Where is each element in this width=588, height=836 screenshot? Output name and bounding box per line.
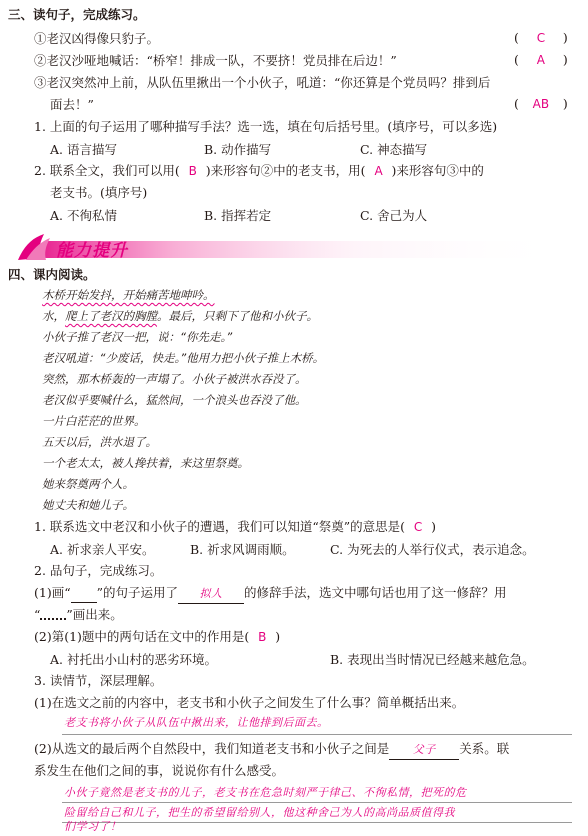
sec4-q3-1-answer: 老支书将小伙子从队伍中揪出来，让他排到后面去。 xyxy=(64,716,329,729)
section-3-title: 三、读句子，完成练习。 xyxy=(8,7,146,22)
sentence-3-line1: ③老汉突然冲上前，从队伍里揪出一个小伙子，吼道：“你还算是个党员吗？排到后 xyxy=(34,75,491,90)
sec3-question-2-cont: 老支书。(填序号) xyxy=(50,185,148,200)
sec3-q1-option-c: C. 神态描写 xyxy=(360,142,428,157)
sec3-q1-option-b: B. 动作描写 xyxy=(204,142,272,157)
sec3-question-2: 2. 联系全文，我们可以用( B )来形容句②中的老支书，用( A )来形容句③中的 xyxy=(34,163,484,178)
sec3-q2-answer-1: B xyxy=(188,164,197,178)
sentence-2-answer: A xyxy=(536,53,545,67)
passage-line-11: 她丈夫和她儿子。 xyxy=(42,498,134,512)
passage-line-3: 小伙子推了老汉一把，说：“你先走。” xyxy=(42,330,233,344)
sec3-q1-option-a: A. 语言描写 xyxy=(50,142,117,157)
sec4-q1-option-a: A. 祈求亲人平安。 xyxy=(50,542,155,557)
sec4-q2-2-option-b: B. 表现出当时情况已经越来越危急。 xyxy=(330,652,535,667)
passage-line-2: 水，爬上了老汉的胸膛。最后，只剩下了他和小伙子。 xyxy=(42,309,318,323)
sec3-q2-option-c: C. 舍己为人 xyxy=(360,208,428,223)
sec4-q3-2: (2)从选文的最后两个自然段中，我们知道老支书和小伙子之间是 父子 关系。联 xyxy=(34,740,509,760)
sentence-3-line2: 面去！” xyxy=(50,97,94,112)
sec4-q2-1-cont: “ ”画出来。 xyxy=(34,607,123,622)
passage-line-5: 突然，那木桥轰的一声塌了。小伙子被洪水吞没了。 xyxy=(42,372,307,386)
response-line-2: 险留给自己和儿子，把生的希望留给别人，他这种舍己为人的高尚品质值得我 xyxy=(64,806,455,819)
passage-line-1: 木桥开始发抖，开始痛苦地呻吟。 xyxy=(42,288,215,302)
sentence-1: ①老汉凶得像只豹子。 xyxy=(34,31,160,46)
response-line-3: 们学习了！ xyxy=(64,820,122,833)
section-banner xyxy=(14,230,574,264)
sec4-q2-2-answer: B xyxy=(258,630,267,644)
sec4-q2-1: (1)画“ ”的句子运用了 拟人 的修辞手法，选文中哪句话也用了这一修辞？用 xyxy=(34,584,507,604)
sec4-question-1: 1. 联系选文中老汉和小伙子的遭遇，我们可以知道“祭奠”的意思是( C ) xyxy=(34,519,436,534)
passage-line-6: 老汉似乎要喊什么，猛然间，一个浪头也吞没了他。 xyxy=(42,393,307,407)
sec4-q1-option-c: C. 为死去的人举行仪式，表示追念。 xyxy=(330,542,535,557)
passage-line-10: 她来祭奠两个人。 xyxy=(42,477,134,491)
passage-line-4: 老汉吼道：“少废话，快走。”他用力把小伙子推上木桥。 xyxy=(42,351,325,365)
sec4-q1-answer: C xyxy=(413,520,423,534)
passage-line-8: 五天以后，洪水退了。 xyxy=(42,435,157,449)
section-4-title: 四、课内阅读。 xyxy=(8,267,96,282)
sec4-q3-2-answer: 父子 xyxy=(412,743,436,756)
sec4-q2-2: (2)第(1)题中的两句话在文中的作用是( B ) xyxy=(34,629,281,644)
sec4-q3-2-cont: 系发生在他们之间的事，说说你有什么感受。 xyxy=(34,763,285,778)
response-line-1: 小伙子竟然是老支书的儿子，老支书在危急时刻严于律己、不徇私情，把死的危 xyxy=(64,786,467,799)
sentence-3-paren: ( AB ) xyxy=(514,96,568,111)
sec3-q2-option-a: A. 不徇私情 xyxy=(50,208,117,223)
sec4-q1-option-b: B. 祈求风调雨顺。 xyxy=(190,542,295,557)
sentence-2: ②老汉沙哑地喊话：“桥窄！排成一队，不要挤！党员排在后边！” xyxy=(34,53,397,68)
sec3-q2-answer-2: A xyxy=(374,164,383,178)
sentence-3-answer: AB xyxy=(532,97,550,111)
passage-line-9: 一个老太太，被人搀扶着，来这里祭奠。 xyxy=(42,456,249,470)
passage-line-7: 一片白茫茫的世界。 xyxy=(42,414,146,428)
answer-rule-1 xyxy=(62,734,572,735)
sec4-q2-2-option-a: A. 衬托出小山村的恶劣环境。 xyxy=(50,652,217,667)
sec4-question-2: 2. 品句子，完成练习。 xyxy=(34,563,163,578)
sec3-q2-option-b: B. 指挥若定 xyxy=(204,208,272,223)
sentence-1-paren: ( C ) xyxy=(514,30,568,45)
sec3-question-1: 1. 上面的句子运用了哪种描写手法？选一选，填在句后括号里。(填序号，可以多选) xyxy=(34,119,498,134)
sec4-q3-1: (1)在选文之前的内容中，老支书和小伙子之间发生了什么事？简单概括出来。 xyxy=(34,695,465,710)
banner-title: 能力提升 xyxy=(56,241,128,261)
sec4-q2-1-answer: 拟人 xyxy=(199,587,223,600)
answer-rule-3 xyxy=(62,822,572,823)
sentence-2-paren: ( A ) xyxy=(514,52,568,67)
sentence-1-answer: C xyxy=(536,31,546,45)
answer-rule-2 xyxy=(62,802,572,803)
sec4-question-3: 3. 读情节，深层理解。 xyxy=(34,673,163,688)
